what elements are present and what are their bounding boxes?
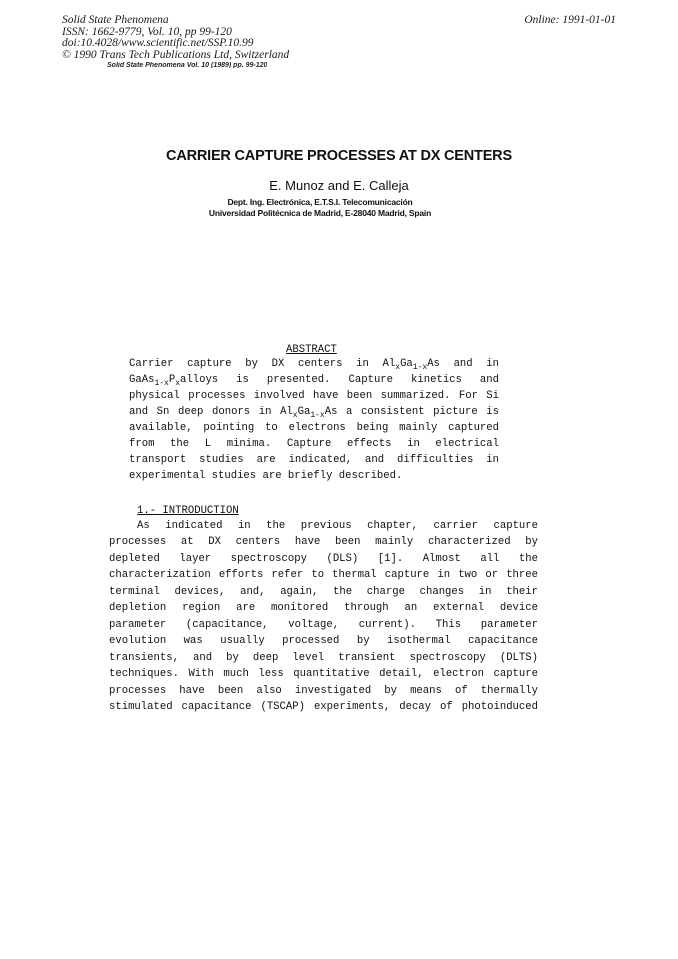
body-line: processes have been also investigated by means of thermally (109, 685, 538, 697)
abstract-line: physical processes involved have been summarized. For Si (129, 390, 499, 402)
abstract-line: from the L minima. Capture effects in electrical (129, 438, 499, 450)
journal-name: Solid State Phenomena (62, 14, 169, 26)
abstract-line: $GaAs_{1-x}P_xalloys$ is presented. Capture kinetics and (129, 374, 499, 388)
body-line: depletion region are monitored through an external device (109, 602, 538, 614)
abstract-line: and Sn deep donors in $Al_xGa_{1-x}As$ a consistent picture is (129, 406, 499, 420)
abstract-line: experimental studies are briefly described. (129, 470, 403, 482)
body-line: evolution was usually processed by isothermal capacitance (109, 635, 538, 647)
paper-title: CARRIER CAPTURE PROCESSES AT DX CENTERS (166, 148, 512, 164)
abstract-line: Carrier capture by DX centers in $Al_xGa_{1-x}As$ and in (129, 358, 500, 372)
abstract-line: transport studies are indicated, and difficulties in (129, 454, 499, 466)
body-line: transients, and by deep level transient spectroscopy (DLTS) (109, 652, 538, 664)
copyright-line: © 1990 Trans Tech Publications Ltd, Switzerland (62, 48, 290, 61)
affiliation-department: Dept. Ing. Electrónica, E.T.S.I. Telecomunicación (227, 197, 413, 207)
publication-info (62, 15, 289, 61)
body-line: techniques. With much less quantitative detail, electron capture (109, 668, 538, 680)
body-line: As indicated in the previous chapter, carrier capture (137, 520, 538, 532)
affiliation-university: Universidad Politécnica de Madrid, E-28040 Madrid, Spain (208, 208, 432, 218)
issn-line: ISSN: 1662-9779, Vol. 10, pp 99-120 (62, 25, 232, 38)
body-line: stimulated capacitance (TSCAP) experiments, decay of photoinduced (109, 701, 538, 713)
body-line: processes at DX centers have been mainly characterized by (109, 536, 538, 548)
doi-line: doi:10.4028/www.scientific.net/SSP.10.99 (62, 37, 254, 49)
body-line: terminal devices, and, again, the charge changes in their (109, 586, 538, 598)
abstract-heading: ABSTRACT (286, 344, 337, 356)
body-line: characterization efforts refer to thermal capture in two or three (109, 569, 538, 581)
section-heading-introduction: 1.- INTRODUCTION (137, 505, 239, 517)
online-date: Online: 1991-01-01 (524, 14, 616, 26)
paper-authors: E. Munoz and E. Calleja (269, 178, 409, 193)
body-line: depleted layer spectroscopy (DLS) [1]. Almost all the (109, 553, 538, 565)
abstract-line: available, pointing to electrons being mainly captured (129, 422, 499, 434)
running-header: Solid State Phenomena Vol. 10 (1989) pp. 99-120 (107, 62, 268, 68)
body-line: parameter (capacitance, voltage, current). This parameter (109, 619, 538, 631)
